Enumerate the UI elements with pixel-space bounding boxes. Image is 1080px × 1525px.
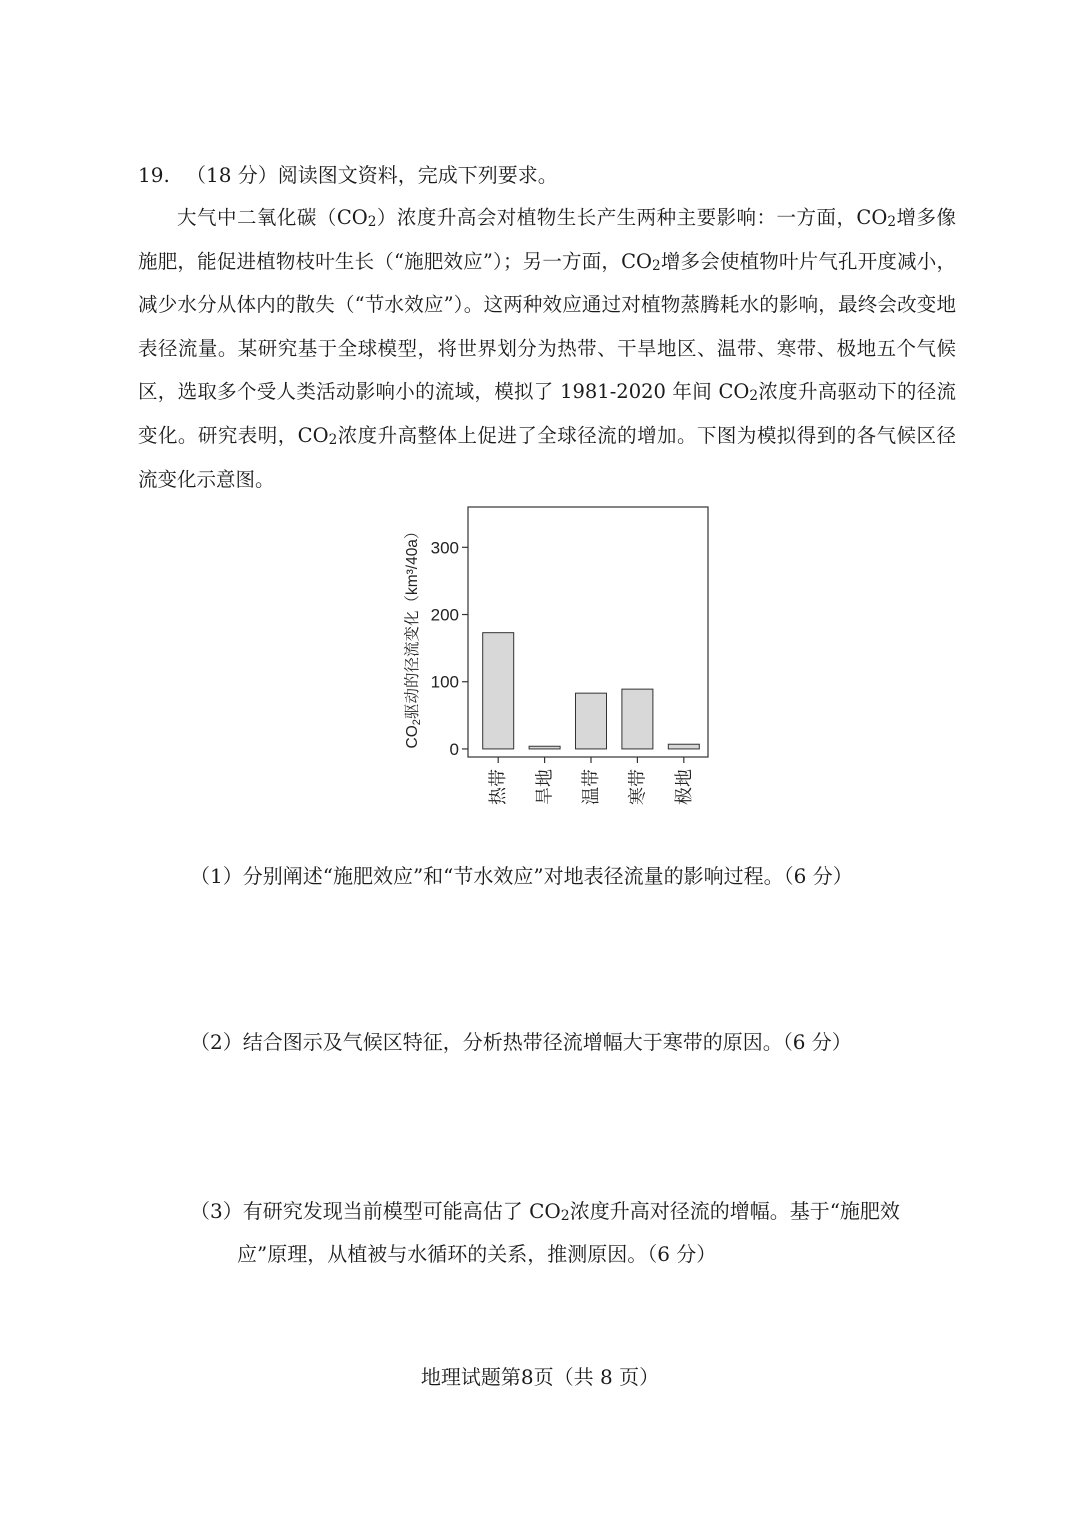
x-tick-label: 寒带	[627, 769, 648, 805]
y-tick-label: 200	[430, 605, 459, 625]
subquestion-3-text-a: （3）有研究发现当前模型可能高估了 CO	[190, 1199, 561, 1223]
runoff-chart	[395, 500, 725, 820]
passage-text-5: 浓度升高驱动下的径流变化。研究表明，CO	[138, 380, 956, 447]
question-number: 19.	[138, 163, 170, 187]
bar	[622, 689, 653, 749]
passage-text-6: 浓度升高整体上促进了全球径流的增加。下图为模拟得到的各气候区径流变化示意图。	[138, 423, 956, 491]
co2-subscript: 2	[560, 1208, 570, 1225]
bar	[668, 744, 699, 749]
bar	[529, 746, 560, 749]
subquestion-2: （2）结合图示及气候区特征，分析热带径流增幅大于寒带的原因。（6 分）	[190, 1030, 852, 1054]
passage-text-1: 大气中二氧化碳（CO	[177, 206, 368, 229]
question-intro: （18 分）阅读图文资料，完成下列要求。	[186, 163, 558, 187]
subquestion-3	[190, 1190, 960, 1276]
y-tick-label: 0	[449, 739, 459, 759]
page-footer: 地理试题第8页（共 8 页）	[420, 1365, 660, 1389]
co2-subscript: 2	[651, 257, 661, 274]
x-tick-label: 温带	[581, 769, 601, 805]
passage-text-4: 增多会使植物叶片气孔开度减小，减少水分从体内的散失（“节水效应”）。这两种效应通过对植物蒸腾耗水的影响，最终会改变地表径流量。某研究基于全球模型，将世界划分为热带、干旱地区、温带、寒带、极地五个气候区，选取多个受人类活动影响小的流域，模拟了 1981-2020 年间 CO	[138, 249, 956, 404]
passage-text-2: ）浓度升高会对植物生长产生两种主要影响：一方面，CO	[376, 206, 888, 229]
passage-paragraph	[138, 196, 956, 501]
passage-text-3: 增多像施肥，能促进植物枝叶生长（“施肥效应”）；另一方面，CO	[138, 206, 956, 273]
x-tick-label: 热带	[488, 769, 509, 805]
bar	[483, 633, 514, 749]
x-tick-label: 旱地	[534, 769, 555, 805]
co2-subscript: 2	[367, 214, 377, 231]
bar	[576, 693, 607, 749]
co2-subscript: 2	[328, 432, 338, 449]
co2-subscript: 2	[749, 388, 759, 405]
subquestion-1: （1）分别阐述“施肥效应”和“节水效应”对地表径流量的影响过程。（6 分）	[190, 864, 853, 888]
subquestion-3-line2: 应”原理，从植被与水循环的关系，推测原因。（6 分）	[237, 1242, 717, 1266]
y-tick-label: 300	[430, 538, 459, 558]
passage	[138, 196, 956, 501]
x-tick-label: 极地	[673, 769, 694, 805]
runoff-chart-svg	[395, 500, 725, 820]
co2-subscript: 2	[887, 214, 897, 231]
subquestion-3-line1	[190, 1190, 960, 1233]
y-axis-label: CO2驱动的径流变化（km³/40a）	[404, 523, 423, 749]
subquestion-3-text-b: 浓度升高对径流的增幅。基于“施肥效	[569, 1199, 900, 1223]
y-tick-label: 100	[430, 672, 459, 692]
question-header	[138, 160, 558, 190]
